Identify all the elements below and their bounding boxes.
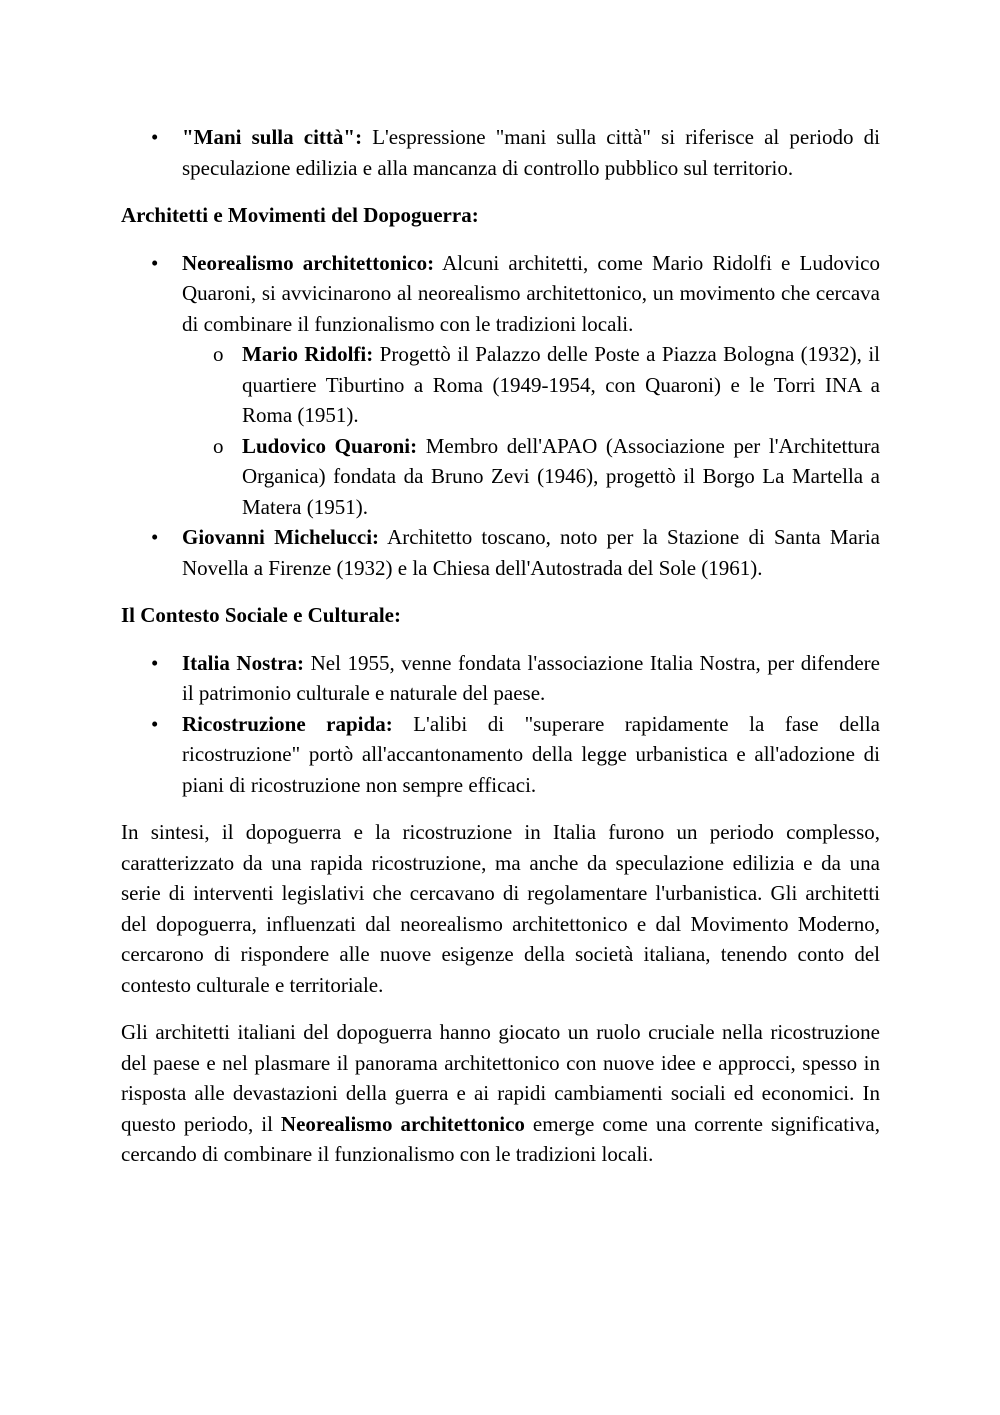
page-content <box>121 122 880 1170</box>
item-text: Nel 1955, venne fondata l'associazione Italia Nostra, per difendere il patrimonio culturale e naturale del paese. <box>182 650 880 705</box>
bullet-icon: • <box>151 250 159 275</box>
bullet-list-architetti <box>121 248 880 584</box>
list-item <box>121 648 880 709</box>
item-title: Ricostruzione rapida: <box>182 711 393 736</box>
section-heading-architetti: Architetti e Movimenti del Dopoguerra: <box>121 203 479 227</box>
paragraph-text: emerge come una corrente significativa, cercando di combinare il funzionalismo con le tradizioni locali. <box>121 1111 880 1166</box>
item-text: L'alibi di "superare rapidamente la fase della ricostruzione" portò all'accantonamento della legge urbanistica e all'adozione di piani di ricostruzione non sempre efficaci. <box>182 711 880 797</box>
sub-bullet-icon: o <box>213 433 224 458</box>
item-title: Italia Nostra: <box>182 650 305 675</box>
sub-list-item <box>121 339 880 431</box>
list-item <box>121 122 880 183</box>
paragraph-architetti <box>121 1017 880 1170</box>
paragraph-bold-term: Neorealismo architettonico <box>280 1111 525 1136</box>
bullet-icon: • <box>151 125 159 149</box>
paragraph-text: Gli architetti italiani del dopoguerra hanno giocato un ruolo cruciale nella ricostruzione del paese e nel plasmare il panorama architettonico con nuove idee e approcci, spesso in risposta alle devastazioni della guerra e ai rapidi cambiamenti sociali ed economici. In questo periodo, il <box>121 1020 880 1136</box>
item-title: "Mani sulla città": <box>182 125 363 149</box>
item-title: Ludovico Quaroni: <box>242 433 418 458</box>
bullet-icon: • <box>151 525 159 549</box>
sub-list-item <box>121 431 880 523</box>
list-item <box>121 709 880 801</box>
bullet-icon: • <box>151 650 159 675</box>
item-text: Alcuni architetti, come Mario Ridolfi e Ludovico Quaroni, si avvicinarono al neorealismo architettonico, un movimento che cercava di combinare il funzionalismo con le tradizioni locali. <box>182 250 880 336</box>
item-text: Architetto toscano, noto per la Stazione di Santa Maria Novella a Firenze (1932) e la Chiesa dell'Autostrada del Sole (1961). <box>182 525 880 580</box>
bullet-list-contesto <box>121 648 880 801</box>
item-text: Membro dell'APAO (Associazione per l'Architettura Organica) fondata da Bruno Zevi (1946), progettò il Borgo La Martella a Matera (1951). <box>242 433 880 519</box>
item-title: Mario Ridolfi: <box>242 342 374 366</box>
bullet-list-intro <box>121 122 880 183</box>
item-title: Neorealismo architettonico: <box>182 250 435 275</box>
item-title: Giovanni Michelucci: <box>182 525 380 549</box>
item-text: L'espressione "mani sulla città" si riferisce al periodo di speculazione edilizia e alla mancanza di controllo pubblico sul territorio. <box>182 125 880 180</box>
list-item <box>121 248 880 340</box>
section-heading-contesto: Il Contesto Sociale e Culturale: <box>121 603 401 627</box>
paragraph-sintesi: In sintesi, il dopoguerra e la ricostruzione in Italia furono un periodo complesso, caratterizzato da una rapida ricostruzione, ma anche da speculazione edilizia e da una serie di interventi legislativi che cercavano di regolamentare l'urbanistica. Gli architetti del dopoguerra, influenzati dal neorealismo architettonico e dal Movimento Moderno, cercarono di rispondere alle nuove esigenze della società italiana, tenendo conto del contesto culturale e territoriale. <box>121 820 880 997</box>
sub-bullet-icon: o <box>213 342 224 366</box>
list-item <box>121 522 880 583</box>
bullet-icon: • <box>151 711 159 736</box>
item-text: Progettò il Palazzo delle Poste a Piazza Bologna (1932), il quartiere Tiburtino a Roma (1949-1954, con Quaroni) e le Torri INA a Roma (1951). <box>242 342 880 427</box>
